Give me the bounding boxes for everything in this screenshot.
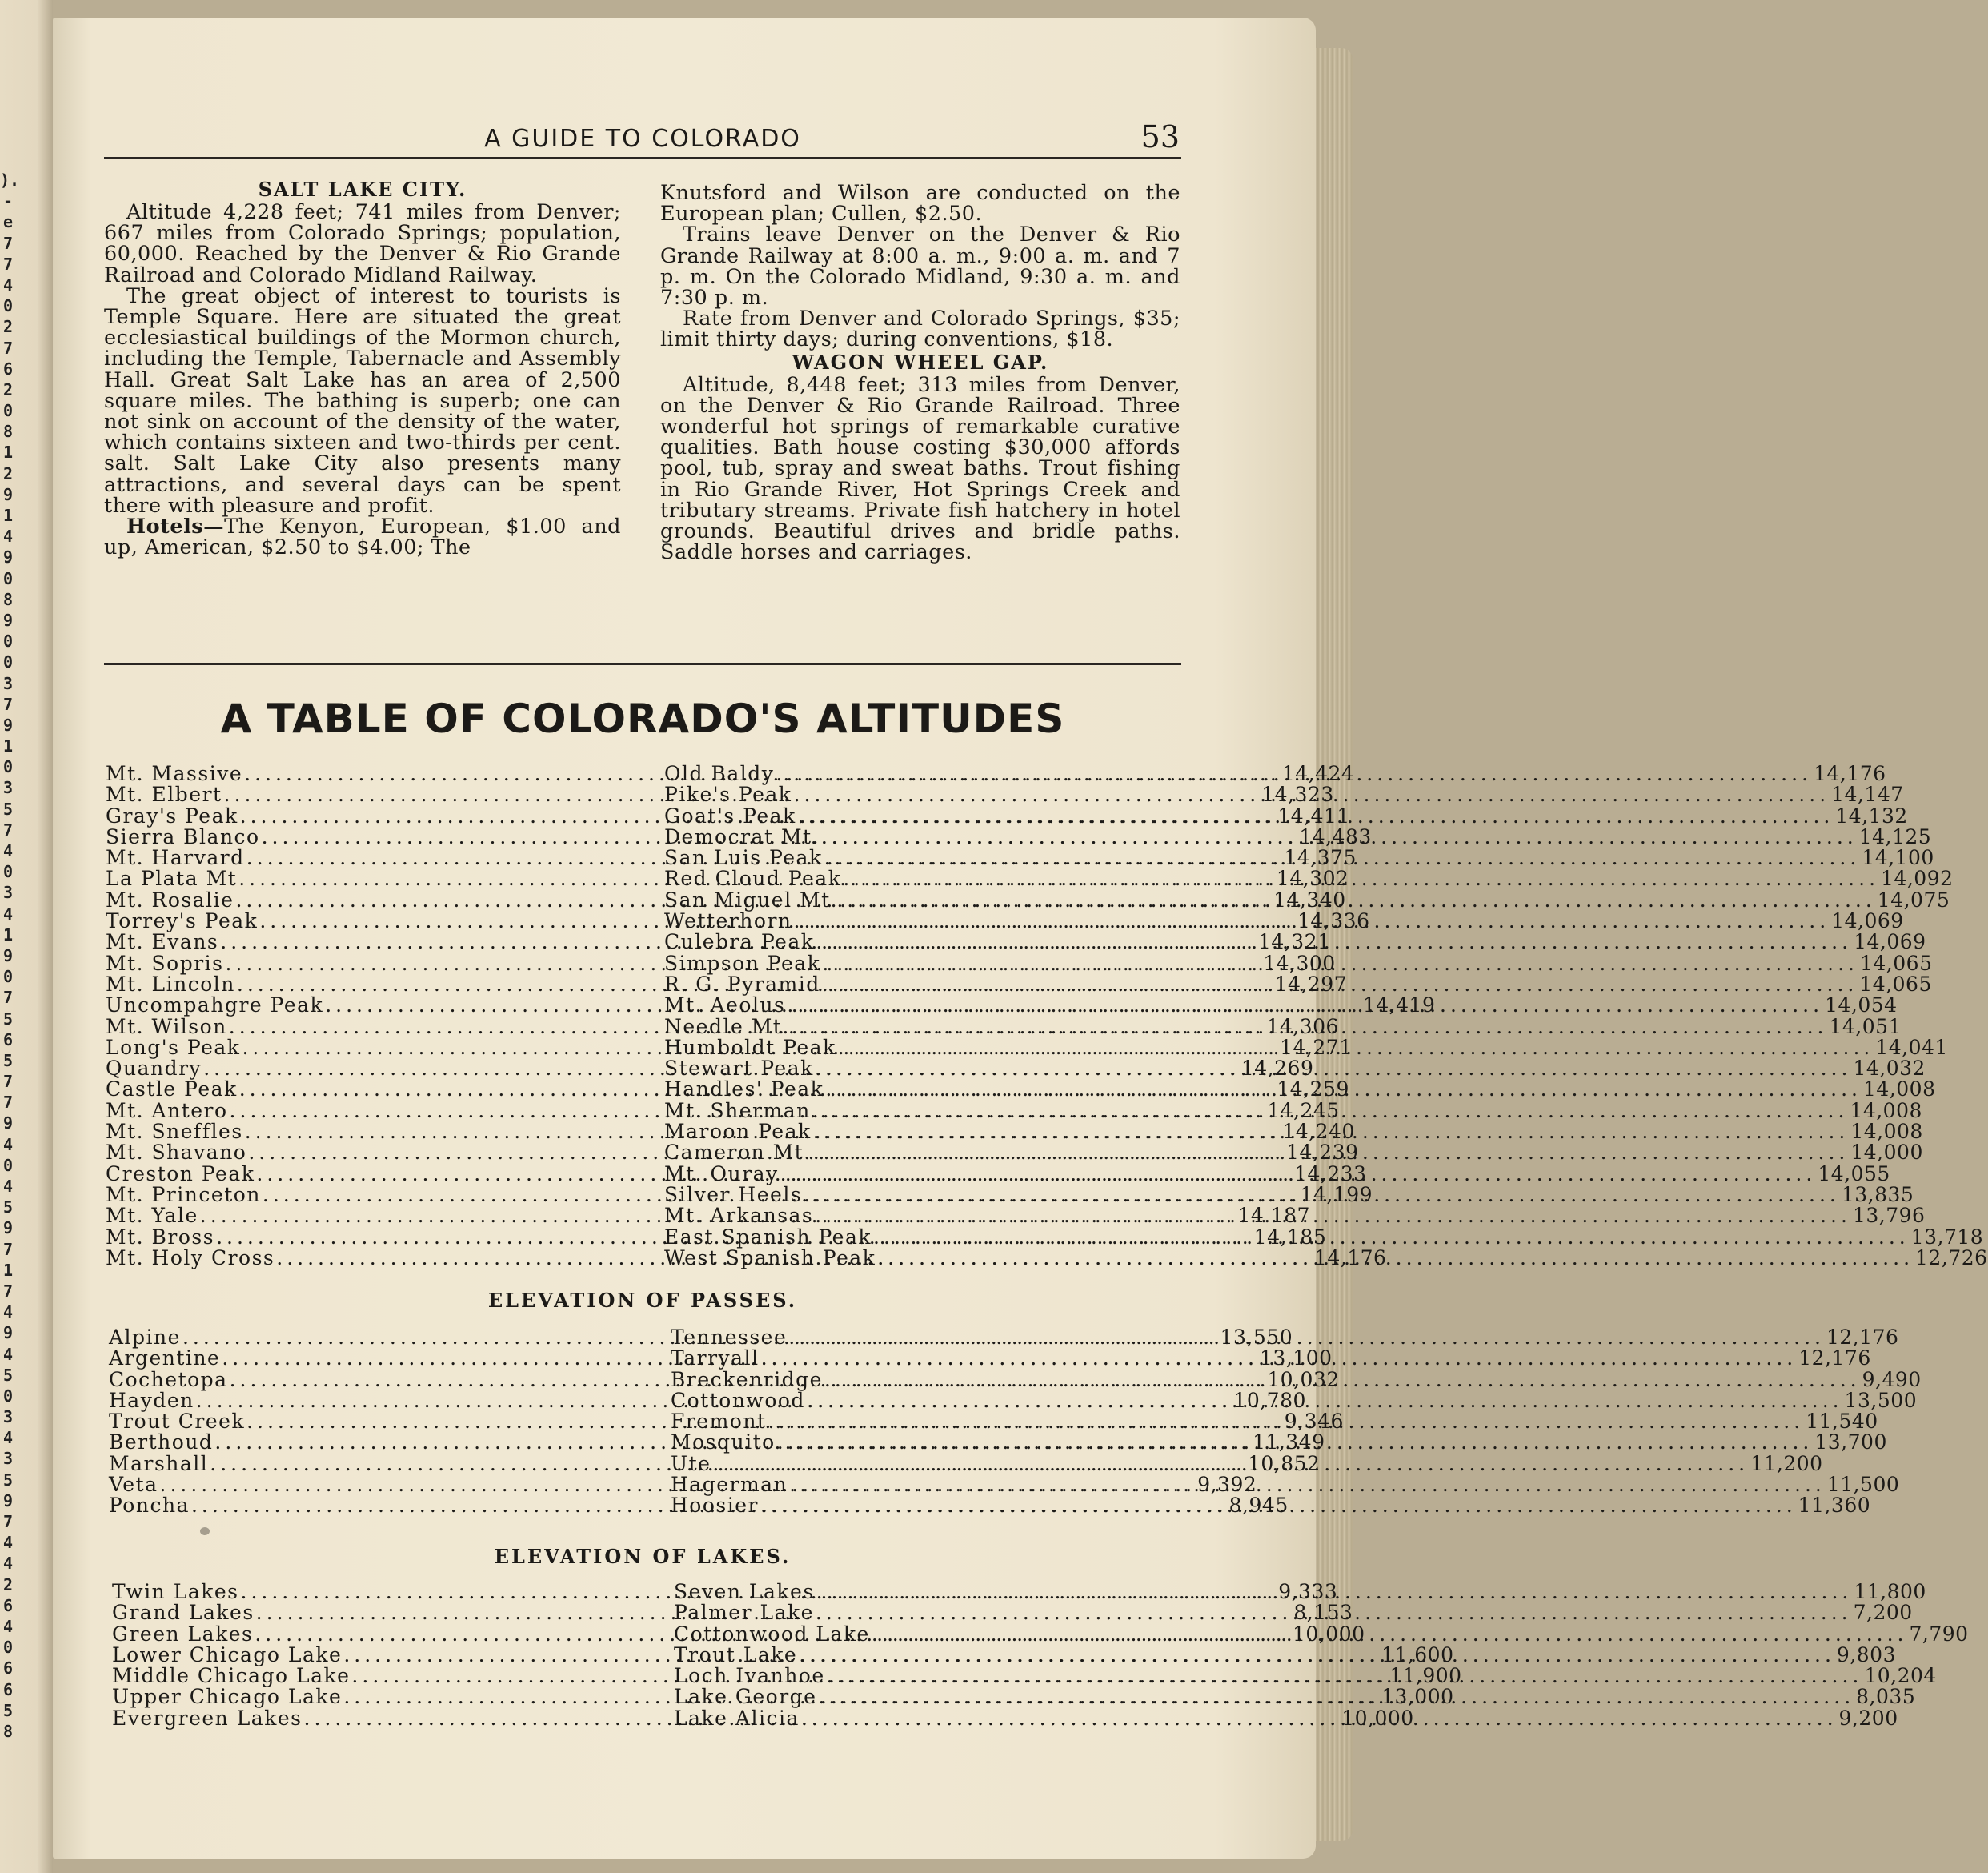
dot-leader bbox=[798, 806, 1834, 827]
facing-page-char: 4 bbox=[2, 1428, 13, 1448]
elevation-value: 14,075 bbox=[1877, 888, 1950, 912]
place-name: Gray's Peak bbox=[106, 804, 238, 828]
place-name: Mt. Harvard bbox=[106, 846, 245, 870]
dot-leader bbox=[801, 1708, 1838, 1729]
dot-leader bbox=[816, 1058, 1852, 1079]
facing-page-char: 6 bbox=[2, 1029, 13, 1049]
elevation-value: 14,051 bbox=[1829, 1014, 1902, 1038]
place-name: Goat's Peak bbox=[664, 804, 796, 828]
place-name: Castle Peak bbox=[106, 1077, 238, 1101]
dot-leader bbox=[812, 1098, 1849, 1122]
elevation-value: 14,302 bbox=[1276, 867, 1349, 891]
dot-leader bbox=[789, 1474, 1826, 1495]
facing-page-char: e bbox=[2, 212, 13, 232]
elevation-value: 11,200 bbox=[1750, 1451, 1823, 1475]
elevation-value: 14,008 bbox=[1850, 1098, 1922, 1122]
facing-page-char: 9 bbox=[2, 1218, 13, 1238]
elevation-value: 14,483 bbox=[1299, 824, 1372, 848]
place-name: Pike's Peak bbox=[664, 783, 792, 807]
facing-page-char: 4 bbox=[2, 1134, 13, 1154]
facing-page-char: 1 bbox=[2, 506, 13, 525]
place-name: Needle Mt. bbox=[664, 1014, 790, 1038]
elevation-value: 14.187 bbox=[1237, 1204, 1310, 1228]
dot-leader bbox=[822, 974, 1858, 995]
dot-leader bbox=[877, 1245, 1914, 1269]
elevation-value: 13,550 bbox=[1220, 1326, 1293, 1349]
place-name: Mt. Elbert bbox=[106, 783, 222, 807]
elevation-value: 14,185 bbox=[1253, 1225, 1327, 1249]
elevation-value: 14,419 bbox=[1362, 993, 1436, 1017]
place-name: La Plata Mt bbox=[106, 867, 238, 891]
place-name: Mt. Holy Cross bbox=[106, 1245, 275, 1269]
place-name: Simpson Peak bbox=[664, 951, 821, 975]
dot-leader bbox=[824, 848, 1861, 868]
place-name: Hayden bbox=[109, 1388, 194, 1412]
place-name: Upper Chicago Lake bbox=[112, 1685, 343, 1709]
place-name: Green Lakes bbox=[112, 1622, 254, 1646]
elevation-value: 13,100 bbox=[1260, 1346, 1333, 1370]
elevation-value: 7,790 bbox=[1909, 1622, 1969, 1646]
facing-page-char: 5 bbox=[2, 1700, 13, 1720]
facing-page-char: 7 bbox=[2, 254, 13, 274]
dot-leader bbox=[827, 1666, 1863, 1687]
elevation-value: 7,200 bbox=[1853, 1601, 1913, 1625]
dot-leader bbox=[804, 1182, 1840, 1206]
place-name: Hoosier bbox=[671, 1494, 759, 1518]
place-name: Culebra Peak bbox=[664, 930, 815, 954]
elevation-value: 9,490 bbox=[1862, 1367, 1922, 1391]
elevation-value: 13,000 bbox=[1381, 1685, 1454, 1709]
dot-leader bbox=[777, 1432, 1814, 1453]
dot-leader bbox=[824, 1367, 1861, 1391]
facing-page-char: 9 bbox=[2, 1490, 13, 1510]
facing-page-char: 3 bbox=[2, 673, 13, 693]
place-name: Mt. Princeton bbox=[106, 1182, 261, 1206]
facing-page-edge bbox=[0, 0, 53, 1873]
dot-leader bbox=[712, 1451, 1749, 1475]
facing-page-char: 2 bbox=[2, 463, 13, 483]
elevation-value: 10,032 bbox=[1267, 1367, 1340, 1391]
hotels-continuation: Knutsford and Wilson are conducted on the European plan; Cullen, $2.50. bbox=[660, 181, 1180, 227]
elevation-value: 14,259 bbox=[1277, 1077, 1349, 1101]
elevation-value: 14,323 bbox=[1261, 783, 1334, 807]
hotels-label: Hotels— bbox=[126, 515, 225, 539]
facing-page-char: 1 bbox=[2, 443, 13, 463]
dot-leader bbox=[816, 932, 1852, 953]
elevation-value: 13,835 bbox=[1841, 1182, 1914, 1206]
elevation-value: 9,346 bbox=[1284, 1410, 1344, 1434]
place-name: Mt. Massive bbox=[106, 762, 243, 785]
elevation-value: 14,054 bbox=[1825, 993, 1898, 1017]
place-name: Mt. Yale bbox=[106, 1204, 198, 1228]
facing-page-char: 7 bbox=[2, 820, 13, 840]
salt-lake-paragraph: Altitude 4,228 feet; 741 miles from Denver; 667 miles from Colorado Springs; population, 60,000. Reached by the Denver & Rio Grande Railroad and Colorado Midland Railway. bbox=[104, 200, 621, 287]
facing-page-char: 3 bbox=[2, 883, 13, 903]
facing-page-char: 0 bbox=[2, 757, 13, 777]
dot-leader bbox=[799, 1642, 1835, 1666]
place-name: Democrat Mt. bbox=[664, 824, 820, 848]
dot-leader bbox=[825, 1079, 1862, 1100]
elevation-value: 10,000 bbox=[1293, 1622, 1365, 1646]
place-name: Breckenridge bbox=[671, 1367, 823, 1391]
dot-leader bbox=[787, 995, 1823, 1016]
facing-page-char: 5 bbox=[2, 1470, 13, 1490]
place-name: Uncompahgre Peak bbox=[106, 993, 324, 1017]
elevation-value: 9,803 bbox=[1836, 1642, 1896, 1666]
wagon-wheel-heading: WAGON WHEEL GAP. bbox=[792, 350, 1049, 374]
place-name: Tarryall bbox=[671, 1346, 760, 1370]
elevation-value: 14,100 bbox=[1862, 846, 1934, 870]
elevation-value: 14,176 bbox=[1313, 1245, 1387, 1269]
place-name: Trout Creek bbox=[109, 1410, 246, 1434]
dot-leader bbox=[788, 1327, 1825, 1348]
elevation-value: 14,199 bbox=[1300, 1182, 1373, 1206]
elevation-value: 8,153 bbox=[1293, 1601, 1353, 1625]
dot-leader bbox=[760, 1495, 1797, 1516]
place-name: Argentine bbox=[109, 1346, 221, 1370]
elevation-value: 10,852 bbox=[1247, 1451, 1321, 1475]
place-name: Mt. Bross bbox=[106, 1225, 215, 1249]
facing-page-char: 4 bbox=[2, 1554, 13, 1574]
elevation-value: 10,204 bbox=[1864, 1664, 1937, 1688]
elevation-value: 11,800 bbox=[1854, 1580, 1926, 1603]
place-name: Mt. Lincoln bbox=[106, 972, 235, 996]
elevation-value: 14,306 bbox=[1266, 1014, 1339, 1038]
place-name: Mt. Shavano bbox=[106, 1141, 247, 1165]
facing-page-char: 5 bbox=[2, 1197, 13, 1217]
elevation-value: 14,176 bbox=[1814, 762, 1886, 785]
place-name: Tennessee bbox=[671, 1326, 788, 1349]
dot-leader bbox=[776, 764, 1812, 784]
elevation-value: 14,069 bbox=[1854, 930, 1926, 954]
elevation-value: 12,176 bbox=[1798, 1346, 1871, 1370]
ink-smudge bbox=[200, 1527, 210, 1535]
dot-leader bbox=[822, 953, 1858, 974]
elevation-value: 10,780 bbox=[1233, 1388, 1306, 1412]
facing-page-char: 7 bbox=[2, 233, 13, 253]
elevation-value: 12,726 bbox=[1915, 1245, 1988, 1269]
elevation-value: 9,200 bbox=[1838, 1706, 1898, 1730]
place-name: Mt. Sneffles bbox=[106, 1120, 243, 1144]
elevation-value: 14,321 bbox=[1257, 930, 1331, 954]
place-name: Red Cloud Peak bbox=[664, 867, 842, 891]
facing-page-char: 4 bbox=[2, 904, 13, 924]
elevation-value: 13,700 bbox=[1814, 1430, 1887, 1454]
place-name: Stewart Peak bbox=[664, 1057, 814, 1081]
facing-page-char: 9 bbox=[2, 945, 13, 965]
place-name: Ute bbox=[671, 1451, 711, 1475]
elevation-value: 14,269 bbox=[1240, 1057, 1314, 1081]
facing-page-char: 7 bbox=[2, 1281, 13, 1301]
facing-page-char: 4 bbox=[2, 1533, 13, 1553]
facing-page-char: 4 bbox=[2, 841, 13, 860]
salt-lake-section bbox=[104, 178, 621, 558]
place-name: Mt. Wilson bbox=[106, 1014, 227, 1038]
facing-page-char: 9 bbox=[2, 1113, 13, 1133]
facing-page-char: 9 bbox=[2, 715, 13, 735]
place-name: Mt. Rosalie bbox=[106, 888, 234, 912]
passes-title: ELEVATION OF PASSES. bbox=[487, 1289, 798, 1312]
salt-lake-paragraph: The great object of interest to tourists is Temple Square. Here are situated the great ecclesiastical buildings of the Mormon church, including the Temple, Tabernacle and Assembly Hall. Great Salt Lake has an area of 2,500 square miles. The bathing is superb; one can not sink on account of the density of the water, which contains sixteen and two-thirds per cent. salt. Salt Lake City also presents many attractions, and several days can be spent there with pleasure and profit. bbox=[104, 283, 621, 518]
elevation-value: 14,125 bbox=[1858, 824, 1932, 848]
elevation-value: 11,349 bbox=[1253, 1430, 1325, 1454]
place-name: Quandry bbox=[106, 1057, 202, 1081]
facing-page-char: 9 bbox=[2, 1323, 13, 1343]
place-name: Seven Lakes bbox=[674, 1580, 815, 1603]
elevation-value: 14,008 bbox=[1850, 1120, 1923, 1144]
running-header bbox=[104, 120, 1181, 159]
dot-leader bbox=[873, 1227, 1910, 1248]
facing-page-char: 6 bbox=[2, 1658, 13, 1678]
elevation-value: 13,500 bbox=[1844, 1388, 1918, 1412]
facing-page-char: 6 bbox=[2, 1595, 13, 1615]
elevation-value: 14,336 bbox=[1297, 909, 1370, 933]
elevation-value: 14,008 bbox=[1863, 1077, 1936, 1101]
facing-page-char: 0 bbox=[2, 652, 13, 672]
elevation-value: 11,500 bbox=[1826, 1473, 1900, 1497]
dot-leader bbox=[816, 1602, 1852, 1623]
lakes-title: ELEVATION OF LAKES. bbox=[494, 1545, 792, 1568]
place-name: R. G. Pyramid bbox=[664, 972, 820, 996]
facing-page-char: 0 bbox=[2, 296, 13, 316]
elevation-value: 11,600 bbox=[1381, 1642, 1454, 1666]
elevation-value: 14,041 bbox=[1875, 1035, 1948, 1059]
right-text-column bbox=[660, 182, 1180, 563]
elevation-value: 13,718 bbox=[1910, 1225, 1984, 1249]
facing-page-char: 0 bbox=[2, 967, 13, 987]
hotels-text: The Kenyon, European, $1.00 and up, American, $2.50 to $4.00; The bbox=[104, 515, 621, 560]
facing-page-char: 0 bbox=[2, 862, 13, 882]
facing-page-char: 0 bbox=[2, 401, 13, 421]
place-name: Silver Heels bbox=[664, 1182, 803, 1206]
place-name: Evergreen Lakes bbox=[112, 1706, 303, 1730]
elevation-value: 14,065 bbox=[1859, 972, 1932, 996]
elevation-value: 14,375 bbox=[1284, 846, 1357, 870]
elevation-value: 11,900 bbox=[1389, 1664, 1462, 1688]
facing-page-char: 6 bbox=[2, 359, 13, 379]
place-name: Mosquito bbox=[671, 1430, 776, 1454]
elevation-value: 12,176 bbox=[1826, 1326, 1899, 1349]
elevation-value: 14,297 bbox=[1274, 972, 1348, 996]
dot-leader bbox=[816, 1582, 1853, 1602]
place-name: Middle Chicago Lake bbox=[112, 1664, 351, 1688]
dot-leader bbox=[843, 868, 1879, 889]
elevation-value: 8,945 bbox=[1228, 1494, 1289, 1518]
elevation-value: 14,132 bbox=[1835, 804, 1908, 828]
place-name: Palmer Lake bbox=[674, 1601, 814, 1625]
elevation-value: 14,245 bbox=[1267, 1098, 1340, 1122]
place-name: Loch Ivanhoe bbox=[674, 1664, 825, 1688]
facing-page-char: 4 bbox=[2, 1344, 13, 1364]
facing-page-char: 8 bbox=[2, 422, 13, 442]
dot-leader bbox=[838, 1037, 1874, 1058]
dot-leader bbox=[813, 1142, 1850, 1163]
facing-page-char: 0 bbox=[2, 568, 13, 588]
place-name: San Luis Peak bbox=[664, 846, 823, 870]
facing-page-char: 1 bbox=[2, 736, 13, 756]
place-name: Creston Peak bbox=[106, 1161, 255, 1185]
facing-page-char: 1 bbox=[2, 924, 13, 945]
elevation-value: 14,240 bbox=[1282, 1120, 1355, 1144]
dot-leader bbox=[813, 1121, 1850, 1142]
place-name: Handles' Peak bbox=[664, 1077, 824, 1101]
dot-leader bbox=[821, 824, 1858, 848]
facing-page-char: 4 bbox=[2, 1616, 13, 1636]
place-name: Lake Alicia bbox=[674, 1706, 800, 1730]
place-name: Fremont bbox=[671, 1410, 767, 1434]
place-name: Berthoud bbox=[109, 1430, 214, 1454]
hotels-paragraph bbox=[104, 516, 621, 558]
rate-paragraph: Rate from Denver and Colorado Springs, $35; limit thirty days; during conventions, $18. bbox=[660, 307, 1180, 352]
elevation-value: 9,392 bbox=[1197, 1473, 1257, 1497]
elevation-value: 14,092 bbox=[1881, 867, 1954, 891]
place-name: Lower Chicago Lake bbox=[112, 1642, 343, 1666]
dot-leader bbox=[872, 1624, 1908, 1645]
facing-page-char: 7 bbox=[2, 1093, 13, 1113]
facing-page-char: 7 bbox=[2, 694, 13, 714]
dot-leader bbox=[815, 1205, 1851, 1226]
elevation-value: 10,000 bbox=[1341, 1706, 1414, 1730]
facing-page-char: 7 bbox=[2, 1512, 13, 1531]
facing-page-char: 1 bbox=[2, 1260, 13, 1280]
place-name: Humboldt Peak bbox=[664, 1035, 836, 1059]
place-name: Long's Peak bbox=[106, 1035, 241, 1059]
dot-leader bbox=[780, 1161, 1817, 1185]
elevation-value: 8,035 bbox=[1856, 1685, 1916, 1709]
elevation-value: 9,333 bbox=[1278, 1580, 1338, 1603]
facing-page-char: 5 bbox=[2, 1009, 13, 1029]
facing-page-char: 3 bbox=[2, 1407, 13, 1427]
place-name: Old Baldy bbox=[664, 762, 775, 785]
facing-page-char: 7 bbox=[2, 1072, 13, 1092]
elevation-value: 14,340 bbox=[1273, 888, 1346, 912]
place-name: Cottonwood bbox=[671, 1388, 805, 1412]
altitudes-title: A TABLE OF COLORADO'S ALTITUDES bbox=[220, 696, 1065, 742]
place-name: Mt. Evans bbox=[106, 930, 219, 954]
dot-leader bbox=[818, 1687, 1854, 1707]
place-name: Grand Lakes bbox=[112, 1601, 255, 1625]
dot-leader bbox=[807, 1390, 1843, 1411]
facing-page-char: 9 bbox=[2, 484, 13, 504]
facing-page-char: 5 bbox=[2, 799, 13, 819]
facing-page-char: 8 bbox=[2, 589, 13, 609]
salt-lake-heading: SALT LAKE CITY. bbox=[258, 178, 467, 201]
facing-page-char: 4 bbox=[2, 275, 13, 295]
place-name: Mt. Sherman bbox=[664, 1098, 811, 1122]
facing-page-char: 4 bbox=[2, 1177, 13, 1196]
place-name: Lake George bbox=[674, 1685, 817, 1709]
place-name: Trout Lake bbox=[674, 1642, 798, 1666]
facing-page-char: 0 bbox=[2, 1155, 13, 1175]
place-name: Twin Lakes bbox=[112, 1580, 239, 1603]
facing-page-char: 2 bbox=[2, 1574, 13, 1594]
trains-paragraph: Trains leave Denver on the Denver & Rio Grande Railway at 8:00 a. m., 9:00 a. m. and 7 p. m. On the Colorado Midland, 9:30 a. m. and 7:30 p. m. bbox=[660, 223, 1180, 311]
facing-page-char: 5 bbox=[2, 1050, 13, 1070]
facing-page-char: - bbox=[2, 191, 13, 211]
elevation-value: 14,032 bbox=[1853, 1057, 1926, 1081]
place-name: Hagerman bbox=[671, 1473, 788, 1497]
elevation-value: 14,055 bbox=[1818, 1161, 1890, 1185]
facing-page-char: 4 bbox=[2, 1302, 13, 1322]
facing-page-char: 2 bbox=[2, 379, 13, 399]
dot-leader bbox=[794, 911, 1830, 932]
place-name: Cochetopa bbox=[109, 1367, 228, 1391]
elevation-value: 14,147 bbox=[1831, 783, 1904, 807]
dot-leader bbox=[792, 1014, 1828, 1038]
place-name: Maroon Peak bbox=[664, 1120, 812, 1144]
facing-page-char: 7 bbox=[2, 338, 13, 358]
elevation-value: 14,069 bbox=[1831, 909, 1904, 933]
dot-leader bbox=[768, 1411, 1805, 1432]
place-name: Mt. Ouray bbox=[664, 1161, 779, 1185]
facing-page-char: 6 bbox=[2, 1679, 13, 1699]
elevation-value: 14,065 bbox=[1860, 951, 1933, 975]
place-name: San Miguel Mt. bbox=[664, 888, 839, 912]
elevation-value: 14,233 bbox=[1294, 1161, 1367, 1185]
facing-page-char: 7 bbox=[2, 988, 13, 1008]
facing-page-char: 7 bbox=[2, 1239, 13, 1259]
elevation-value: 14,300 bbox=[1263, 951, 1336, 975]
place-name: West Spanish Peak bbox=[664, 1245, 876, 1269]
elevation-value: 14,271 bbox=[1280, 1035, 1353, 1059]
elevation-value: 11,540 bbox=[1806, 1410, 1878, 1434]
place-name: Wetterhorn bbox=[664, 909, 792, 933]
place-name: Cottonwood Lake bbox=[674, 1622, 870, 1646]
place-name: Mt. Arkansas bbox=[664, 1204, 814, 1228]
elevation-value: 11,360 bbox=[1798, 1494, 1871, 1518]
facing-page-char: 0 bbox=[2, 1638, 13, 1658]
place-name: Mt. Sopris bbox=[106, 951, 224, 975]
elevation-value: 14,411 bbox=[1277, 804, 1350, 828]
facing-page-char: 5 bbox=[2, 1365, 13, 1385]
facing-page-char: 4 bbox=[2, 527, 13, 547]
place-name: Alpine bbox=[109, 1326, 181, 1349]
facing-page-char: 8 bbox=[2, 1721, 13, 1741]
facing-page-text-fragments bbox=[0, 170, 20, 1741]
dot-leader bbox=[840, 890, 1876, 911]
facing-page-char: 3 bbox=[2, 778, 13, 798]
elevation-value: 14,000 bbox=[1850, 1141, 1923, 1165]
running-title: A GUIDE TO COLORADO bbox=[484, 125, 801, 153]
facing-page-char: 9 bbox=[2, 547, 13, 568]
elevation-value: 14,424 bbox=[1281, 762, 1355, 785]
page-number: 53 bbox=[1140, 119, 1180, 154]
facing-page-char: 3 bbox=[2, 1449, 13, 1469]
section-divider bbox=[104, 663, 1181, 665]
facing-page-char: ). bbox=[0, 170, 20, 190]
place-name: Torrey's Peak bbox=[106, 909, 259, 933]
elevation-value: 13,796 bbox=[1852, 1204, 1926, 1228]
place-name: Veta bbox=[109, 1473, 158, 1497]
place-name: Mt. Antero bbox=[106, 1098, 228, 1122]
wagon-wheel-paragraph: Altitude, 8,448 feet; 313 miles from Denver, on the Denver & Rio Grande Railroad. Three wonderful hot springs of remarkable curative qualities. Bath house costing $30,000 affords pool, tub, spray and sweat baths. Trout fishing in Rio Grande River, Hot Springs Creek and tributary streams. Private fish hatchery in hotel grounds. Beautiful drives and bridle paths. Saddle horses and carriages. bbox=[660, 372, 1180, 565]
place-name: Cameron Mt. bbox=[664, 1141, 812, 1165]
dot-leader bbox=[793, 784, 1830, 805]
place-name: Sierra Blanco bbox=[106, 824, 260, 848]
place-name: East Spanish Peak bbox=[664, 1225, 872, 1249]
elevation-value: 14,239 bbox=[1286, 1141, 1359, 1165]
facing-page-char: 0 bbox=[2, 632, 13, 652]
facing-page-char: 9 bbox=[2, 610, 13, 630]
dot-leader bbox=[761, 1348, 1798, 1369]
place-name: Poncha bbox=[109, 1494, 190, 1518]
place-name: Marshall bbox=[109, 1451, 209, 1475]
facing-page-char: 0 bbox=[2, 1386, 13, 1406]
facing-page-char: 2 bbox=[2, 317, 13, 337]
place-name: Mt. Aeolus bbox=[664, 993, 786, 1017]
